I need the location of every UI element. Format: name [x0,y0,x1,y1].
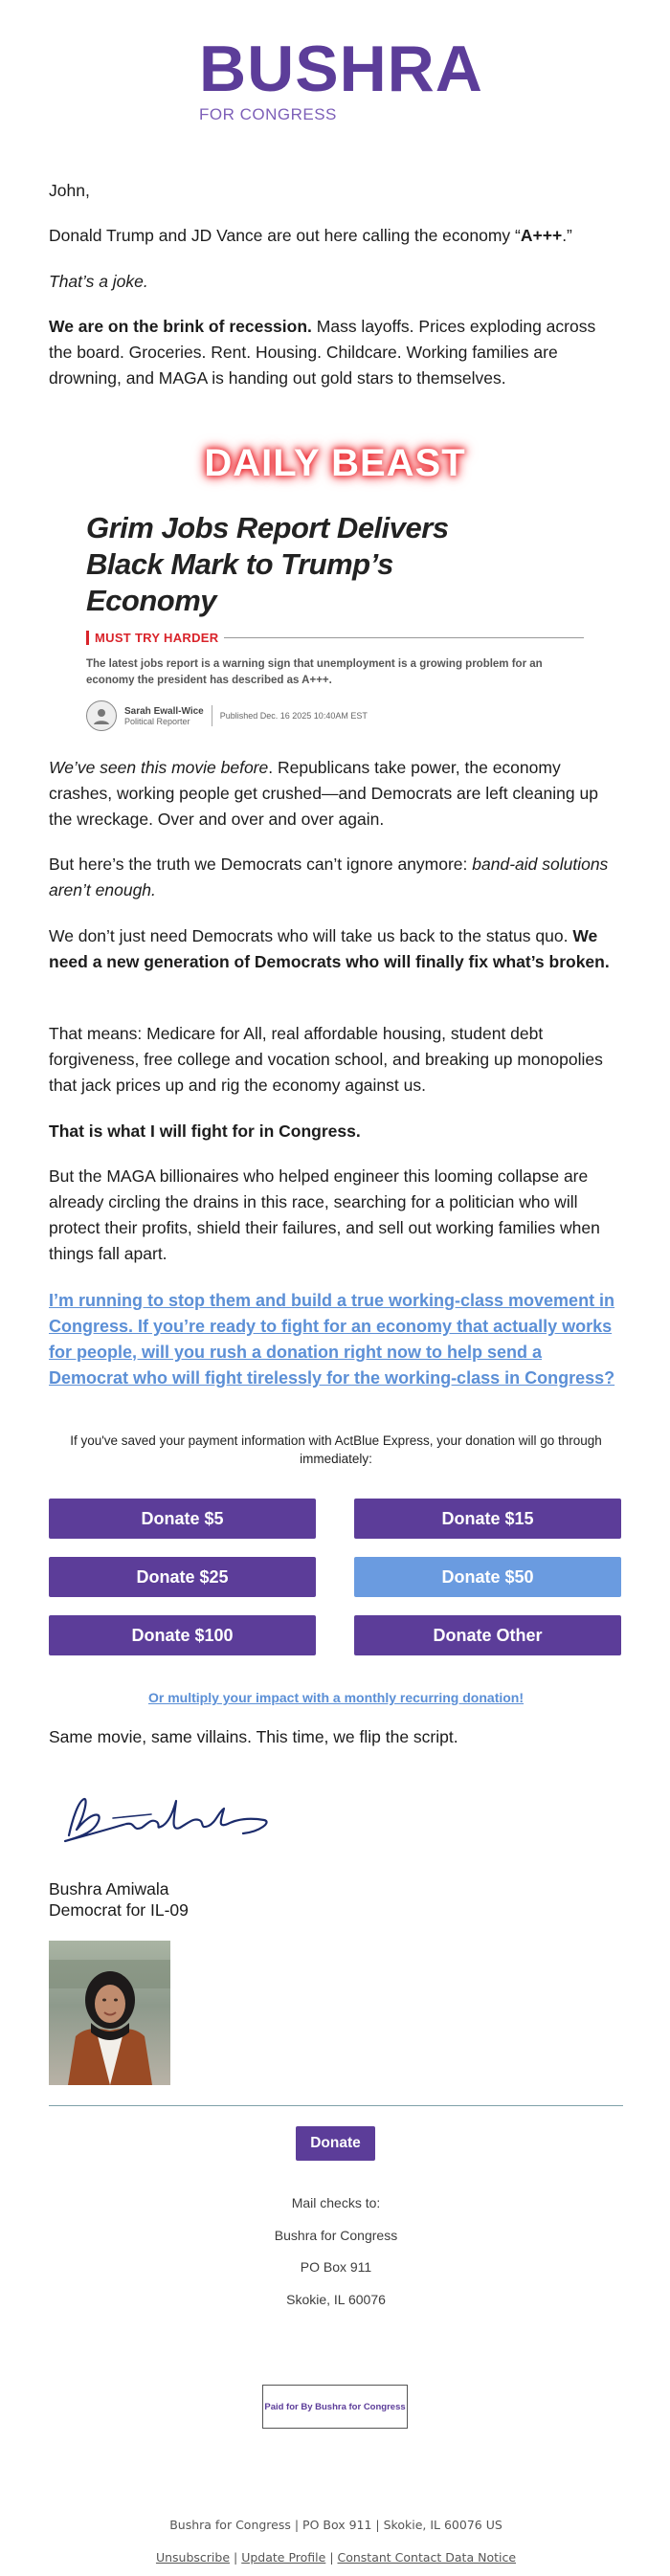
donation-ask-link[interactable]: I’m running to stop them and build a true working-class movement in Congress. If you’re ready to fight for an economy that actually works for people, will you rush a donation right now to help send a Democrat who will fight tirelessly for the working-class in Congress? [49,1291,615,1388]
footer-links: Unsubscribe | Update Profile | Constant Contact Data Notice [155,2550,517,2565]
monthly-donation-row [49,1690,623,1705]
author-role: Political Reporter [124,716,190,726]
signer-title: Democrat for IL-09 [49,1900,189,1920]
paragraph-5: But here’s the truth we Democrats can’t ignore anymore: band-aid solutions aren’t enough. [49,855,609,899]
paragraph-1: Donald Trump and JD Vance are out here calling the economy “A+++.” [49,226,572,245]
person-icon [92,706,111,725]
actblue-note: If you've saved your payment information with ActBlue Express, your donation will go through immediately: [70,1433,602,1466]
update-profile-link[interactable]: Update Profile [241,2550,326,2565]
article-headline: Grim Jobs Report Delivers Black Mark to Trump’s Economy [86,511,449,617]
article-byline [86,700,584,731]
candidate-portrait-icon [49,1941,170,2085]
paid-for-box [262,2385,408,2429]
author-avatar [86,700,117,731]
donate-15-button[interactable]: Donate $15 [354,1499,621,1539]
paragraph-8: That is what I will fight for in Congress. [49,1121,361,1141]
outlet-logo: DAILY BEAST [204,442,466,484]
closing-line: Same movie, same villains. This time, we flip the script. [49,1727,458,1746]
signature-icon [56,1780,285,1856]
unsubscribe-link[interactable]: Unsubscribe [155,2550,231,2565]
article-dek: The latest jobs report is a warning sign that unemployment is a growing problem for an economy the president has described as A+++. [86,658,543,686]
paid-for-text: Paid for By Bushra for Congress [264,2401,406,2412]
donate-25-button[interactable]: Donate $25 [49,1557,316,1597]
donation-ask-paragraph [49,1288,623,1391]
paragraph-3: We are on the brink of recession. Mass layoffs. Prices exploding across the board. Groceries. Rent. Housing. Childcare. Working families are drowning, and MAGA is handing out gold stars to themselves. [49,317,596,388]
paragraph-6: We don’t just need Democrats who will take us back to the status quo. We need a new generation of Democrats who will finally fix what’s broken. [49,926,610,971]
article-date: Published Dec. 16 2025 10:40AM EST [219,711,368,721]
author-name: Sarah Ewall-Wice [124,705,204,717]
data-notice-link[interactable]: Constant Contact Data Notice [337,2550,517,2565]
mail-pobox: PO Box 911 [300,2259,372,2275]
logo-subtitle: FOR CONGRESS [199,105,337,123]
paragraph-4: We’ve seen this movie before. Republicans take power, the economy crashes, working people get crushed—and Democrats are left cleaning up the wreckage. Over and over and over again. [49,758,598,829]
article-screenshot[interactable] [86,433,584,729]
logo-wordmark: BUSHRA [199,33,483,105]
campaign-logo [199,33,483,124]
footer-address: Bushra for Congress | PO Box 911 | Skokie, IL 60076 US [169,2518,502,2532]
footer-donate-button[interactable]: Donate [296,2126,375,2161]
signer-name: Bushra Amiwala [49,1879,169,1899]
donate-5-button[interactable]: Donate $5 [49,1499,316,1539]
donate-50-button[interactable]: Donate $50 [354,1557,621,1597]
paragraph-7: That means: Medicare for All, real affordable housing, student debt forgiveness, free college and vocation school, and breaking up monopolies that jack prices up and rig the economy against us. [49,1024,603,1095]
donate-other-button[interactable]: Donate Other [354,1615,621,1655]
monthly-donation-link[interactable]: Or multiply your impact with a monthly recurring donation! [147,1690,525,1705]
donate-100-button[interactable]: Donate $100 [49,1615,316,1655]
footer-divider [49,2105,623,2106]
paragraph-2: That’s a joke. [49,272,148,291]
mail-city: Skokie, IL 60076 [286,2292,386,2307]
mail-heading: Mail checks to: [291,2195,381,2210]
article-tag-row [86,631,584,645]
signature [56,1780,285,1856]
candidate-photo [49,1941,170,2085]
article-tag: MUST TRY HARDER [86,631,218,645]
greeting: John, [49,181,90,200]
paragraph-9: But the MAGA billionaires who helped engineer this looming collapse are already circling the drains in this race, searching for a politician who will protect their profits, shield their failures, and sell out working families when things fall apart. [49,1166,600,1263]
mail-org: Bushra for Congress [274,2228,398,2243]
article-rule [224,637,584,638]
